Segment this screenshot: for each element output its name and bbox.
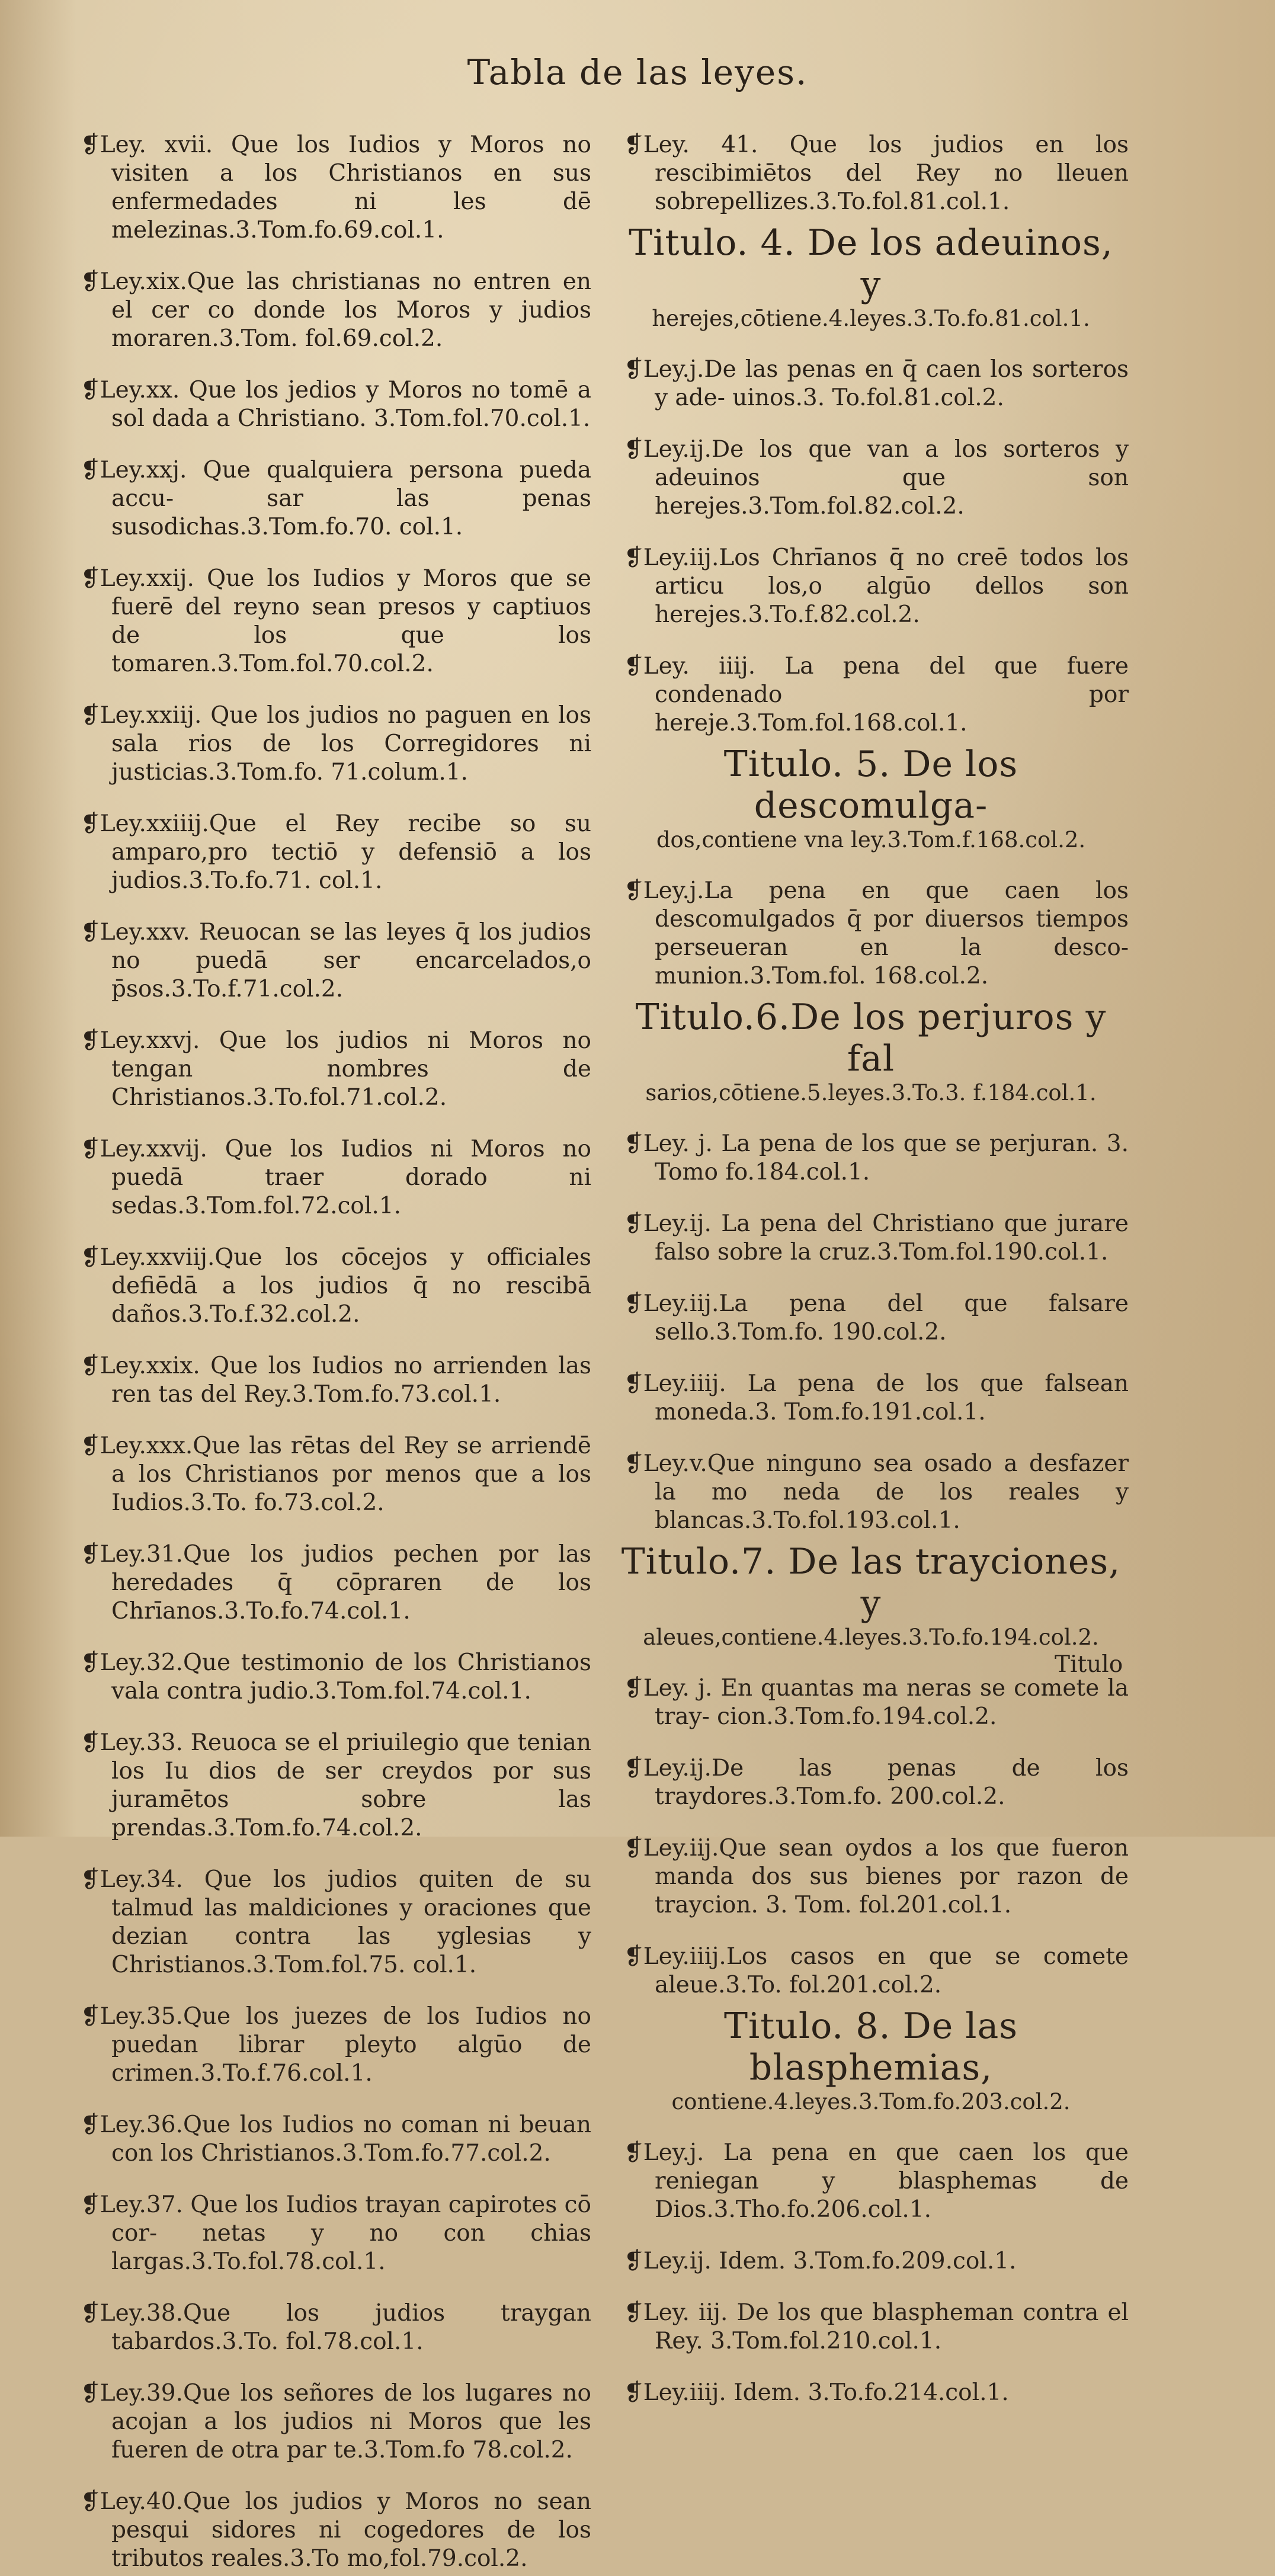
pilcrow-mark: ❡: [81, 132, 100, 158]
entry-text: Ley.ij.De los que van a los sorteros y adeuinos que son herejes.3.Tom.fol.82.col.2.: [643, 436, 1129, 520]
index-entry: [70, 2003, 591, 2088]
entry-text: Ley.xxviij.Que los cōcejos y officiales defiēdā a los judios q̄ no rescibā daños.3.To.f.32.col.2.: [100, 1244, 591, 1328]
index-entry: [70, 2379, 591, 2465]
index-entry: [70, 701, 591, 787]
index-entry: [70, 810, 591, 895]
section-title: Titulo.7. De las trayciones, y: [621, 1541, 1121, 1624]
section-title: Titulo. 5. De los descomulga-: [723, 744, 1018, 826]
entry-text: Ley.ij. La pena del Christiano que jurare falso sobre la cruz.3.Tom.fol.190.col.1.: [643, 1210, 1129, 1265]
pilcrow-mark: ❡: [624, 132, 643, 158]
index-entry: [613, 1674, 1129, 1731]
entry-text: Ley.xxij. Que los Iudios y Moros que se fuerē del reyno sean presos y captiuos de los que los tomaren.3.Tom.fol.70.col.2.: [100, 565, 591, 677]
pilcrow-mark: ❡: [81, 2488, 100, 2515]
entry-text: Ley.iiij. La pena de los que falsean moneda.3. Tom.fo.191.col.1.: [643, 1370, 1129, 1425]
pilcrow-mark: ❡: [81, 919, 100, 946]
index-entry: [613, 435, 1129, 521]
entry-text: Ley.xxvj. Que los judios ni Moros no tengan nombres de Christianos.3.To.fol.71.col.2.: [100, 1027, 591, 1111]
section-heading: [613, 997, 1129, 1107]
index-entry: [70, 565, 591, 678]
entry-text: Ley.ij.De las penas de los traydores.3.Tom.fo. 200.col.2.: [643, 1755, 1129, 1810]
index-entry: [613, 1210, 1129, 1267]
index-entry: [70, 1540, 591, 1626]
entry-text: Ley.xxx.Que las rētas del Rey se arriendē a los Christianos por menos que a los Iudios.3.To. fo.73.col.2.: [100, 1433, 591, 1516]
entry-text: Ley. iij. De los que blaspheman contra el Rey. 3.Tom.fol.210.col.1.: [643, 2299, 1129, 2354]
index-entry: [613, 1754, 1129, 1811]
entry-text: Ley. j. En quantas ma neras se comete la tray- cion.3.Tom.fo.194.col.2.: [643, 1675, 1129, 1730]
index-entry: [70, 376, 591, 433]
entry-text: Ley.37. Que los Iudios trayan capirotes cō cor- netas y no con chias largas.3.To.fol.78.col.1.: [100, 2191, 591, 2275]
section-heading: [613, 744, 1129, 854]
pilcrow-mark: ❡: [81, 1433, 100, 1459]
index-entry: [613, 2379, 1129, 2407]
index-entry: [70, 2111, 591, 2168]
pilcrow-mark: ❡: [624, 2248, 643, 2274]
entry-text: Ley. 41. Que los judios en los rescibimiētos del Rey no lleuen sobrepellizes.3.To.fol.81.col.1.: [643, 132, 1129, 215]
entry-text: Ley.xx. Que los jedios y Moros no tomē a sol dada a Christiano. 3.Tom.fol.70.col.1.: [100, 377, 591, 432]
index-entry: [70, 268, 591, 353]
entry-text: Ley.xxiiij.Que el Rey recibe so su amparo,pro tectiō y defensiō a los judios.3.To.fo.71. col.1.: [100, 810, 591, 894]
pilcrow-mark: ❡: [624, 1755, 643, 1782]
pilcrow-mark: ❡: [81, 2003, 100, 2030]
entry-text: Ley.j.De las penas en q̄ caen los sorteros y ade- uinos.3. To.fol.81.col.2.: [643, 356, 1129, 411]
pilcrow-mark: ❡: [81, 565, 100, 592]
section-subtitle: herejes,cōtiene.4.leyes.3.To.fo.81.col.1.: [652, 306, 1090, 331]
pilcrow-mark: ❡: [81, 1244, 100, 1271]
pilcrow-mark: ❡: [81, 1353, 100, 1379]
section-heading: [613, 2005, 1129, 2116]
entry-text: Ley.iij.La pena del que falsare sello.3.Tom.fo. 190.col.2.: [643, 1290, 1129, 1345]
right-column: [613, 108, 1129, 2410]
entry-text: Ley.iij.Los Chrīanos q̄ no creē todos los articu los,o algūo dellos son herejes.3.To.f.82.col.2.: [643, 544, 1129, 628]
section-subtitle: dos,contiene vna ley.3.Tom.f.168.col.2.: [656, 827, 1086, 853]
index-entry: [613, 1370, 1129, 1427]
section-title: Titulo. 8. De las blasphemias,: [723, 2005, 1018, 2088]
pilcrow-mark: ❡: [624, 1370, 643, 1397]
index-entry: [70, 918, 591, 1004]
section-subtitle: aleues,contiene.4.leyes.3.To.fo.194.col.2.: [643, 1625, 1099, 1650]
catchword: Titulo: [1055, 1651, 1123, 1678]
pilcrow-mark: ❡: [81, 1729, 100, 1756]
index-entry: [613, 131, 1129, 216]
pilcrow-mark: ❡: [81, 1866, 100, 1893]
index-entry: [613, 2299, 1129, 2356]
index-entry: [613, 355, 1129, 412]
index-entry: [613, 877, 1129, 991]
index-entry: [613, 1943, 1129, 2000]
pilcrow-mark: ❡: [624, 653, 643, 680]
section-heading: [613, 1541, 1129, 1651]
entry-text: Ley.iiij. Idem. 3.To.fo.214.col.1.: [643, 2379, 1009, 2406]
index-entry: [70, 1244, 591, 1329]
pilcrow-mark: ❡: [624, 356, 643, 383]
index-entry: [70, 131, 591, 245]
entry-text: Ley. xvii. Que los Iudios y Moros no visiten a los Christianos en sus enfermedades ni les dē melezinas.3.Tom.fo.69.col.1.: [100, 132, 591, 243]
index-entry: [70, 1027, 591, 1112]
section-subtitle: sarios,cōtiene.5.leyes.3.To.3. f.184.col.1.: [645, 1080, 1097, 1106]
entry-text: Ley.32.Que testimonio de los Christianos vala contra judio.3.Tom.fol.74.col.1.: [100, 1649, 591, 1704]
index-entry: [70, 1729, 591, 1843]
pilcrow-mark: ❡: [624, 1210, 643, 1237]
index-entry: [70, 2488, 591, 2573]
index-entry: [613, 1290, 1129, 1347]
entry-text: Ley.j. La pena en que caen los que reniegan y blasphemas de Dios.3.Tho.fo.206.col.1.: [643, 2139, 1129, 2223]
pilcrow-mark: ❡: [81, 1136, 100, 1162]
pilcrow-mark: ❡: [81, 377, 100, 403]
section-subtitle: contiene.4.leyes.3.Tom.fo.203.col.2.: [671, 2089, 1071, 2114]
index-entry: [613, 544, 1129, 629]
pilcrow-mark: ❡: [624, 436, 643, 463]
pilcrow-mark: ❡: [624, 2299, 643, 2326]
pilcrow-mark: ❡: [81, 2380, 100, 2407]
pilcrow-mark: ❡: [81, 810, 100, 837]
entry-text: Ley.v.Que ninguno sea osado a desfazer la mo neda de los reales y blancas.3.To.fol.193.col.1.: [643, 1450, 1129, 1534]
index-entry: [70, 2191, 591, 2276]
pilcrow-mark: ❡: [81, 702, 100, 729]
section-title: Titulo.6.De los perjuros y fal: [635, 997, 1107, 1079]
pilcrow-mark: ❡: [624, 877, 643, 904]
entry-text: Ley.ij. Idem. 3.Tom.fo.209.col.1.: [643, 2248, 1017, 2274]
entry-text: Ley.38.Que los judios traygan tabardos.3.To. fol.78.col.1.: [100, 2300, 591, 2355]
pilcrow-mark: ❡: [624, 1675, 643, 1702]
pilcrow-mark: ❡: [624, 2139, 643, 2166]
entry-text: Ley.xxix. Que los Iudios no arrienden las ren tas del Rey.3.Tom.fo.73.col.1.: [100, 1353, 591, 1408]
pilcrow-mark: ❡: [81, 2191, 100, 2218]
pilcrow-mark: ❡: [624, 1130, 643, 1157]
index-entry: [613, 1450, 1129, 1535]
index-entry: [613, 2139, 1129, 2224]
entry-text: Ley.xxvij. Que los Iudios ni Moros no puedā traer dorado ni sedas.3.Tom.fol.72.col.1.: [100, 1136, 591, 1219]
page-header: Tabla de las leyes.: [467, 52, 808, 92]
entry-text: Ley. iiij. La pena del que fuere condenado por hereje.3.Tom.fol.168.col.1.: [643, 653, 1129, 736]
entry-text: Ley.31.Que los judios pechen por las heredades q̄ cōpraren de los Chrīanos.3.To.fo.74.col.1.: [100, 1541, 591, 1625]
entry-text: Ley.40.Que los judios y Moros no sean pesqui sidores ni cogedores de los tributos reales.3.To mo,fol.79.col.2.: [100, 2488, 591, 2572]
entry-text: Ley. j. La pena de los que se perjuran. 3. Tomo fo.184.col.1.: [643, 1130, 1129, 1186]
entry-text: Ley.xix.Que las christianas no entren en el cer co donde los Moros y judios moraren.3.Tom. fol.69.col.2.: [100, 268, 591, 352]
section-heading: [613, 222, 1129, 332]
entry-text: Ley.34. Que los judios quiten de su talmud las maldiciones y oraciones que dezian contra las yglesias y Christianos.3.Tom.fol.75. col.1.: [100, 1866, 591, 1978]
left-column: [70, 108, 591, 2576]
pilcrow-mark: ❡: [81, 2300, 100, 2327]
entry-text: Ley.36.Que los Iudios no coman ni beuan con los Christianos.3.Tom.fo.77.col.2.: [100, 2112, 591, 2167]
index-entry: [613, 2247, 1129, 2276]
pilcrow-mark: ❡: [624, 1290, 643, 1317]
pilcrow-mark: ❡: [81, 457, 100, 483]
pilcrow-mark: ❡: [624, 1943, 643, 1970]
pilcrow-mark: ❡: [81, 268, 100, 295]
pilcrow-mark: ❡: [624, 2379, 643, 2406]
pilcrow-mark: ❡: [624, 1450, 643, 1477]
pilcrow-mark: ❡: [81, 2112, 100, 2138]
entry-text: Ley.39.Que los señores de los lugares no acojan a los judios ni Moros que les fueren de otra par te.3.Tom.fo 78.col.2.: [100, 2380, 591, 2463]
pilcrow-mark: ❡: [624, 544, 643, 571]
entry-text: Ley.xxv. Reuocan se las leyes q̄ los judios no puedā ser encarcelados,o p̄sos.3.To.f.71.col.2.: [100, 919, 591, 1002]
pilcrow-mark: ❡: [81, 1649, 100, 1676]
index-entry: [70, 1352, 591, 1409]
pilcrow-mark: ❡: [624, 1835, 643, 1861]
pilcrow-mark: ❡: [81, 1541, 100, 1568]
entry-text: Ley.iiij.Los casos en que se comete aleue.3.To. fol.201.col.2.: [643, 1943, 1129, 1998]
index-entry: [613, 1130, 1129, 1187]
index-entry: [70, 2299, 591, 2356]
section-title: Titulo. 4. De los adeuinos, y: [629, 222, 1113, 305]
index-entry: [613, 1834, 1129, 1920]
index-entry: [70, 1866, 591, 1979]
index-entry: [70, 1432, 591, 1517]
index-entry: [70, 456, 591, 542]
entry-text: Ley.xxiij. Que los judios no paguen en los sala rios de los Corregidores ni justicias.3.Tom.fo. 71.colum.1.: [100, 702, 591, 786]
entry-text: Ley.35.Que los juezes de los Iudios no puedan librar pleyto algūo de crimen.3.To.f.76.col.1.: [100, 2003, 591, 2087]
entry-text: Ley.iij.Que sean oydos a los que fueron manda dos sus bienes por razon de traycion. 3. Tom. fol.201.col.1.: [643, 1835, 1129, 1918]
pilcrow-mark: ❡: [81, 1027, 100, 1054]
index-entry: [613, 652, 1129, 738]
index-entry: [70, 1649, 591, 1706]
index-entry: [70, 1135, 591, 1220]
entry-text: Ley.33. Reuoca se el priuilegio que tenian los Iu dios de ser creydos por sus juramētos sobre las prendas.3.Tom.fo.74.col.2.: [100, 1729, 591, 1841]
entry-text: Ley.j.La pena en que caen los descomulgados q̄ por diuersos tiempos perseueran en la desco- munion.3.Tom.fol. 168.col.2.: [643, 877, 1129, 989]
entry-text: Ley.xxj. Que qualquiera persona pueda accu- sar las penas susodichas.3.Tom.fo.70. col.1.: [100, 457, 591, 540]
